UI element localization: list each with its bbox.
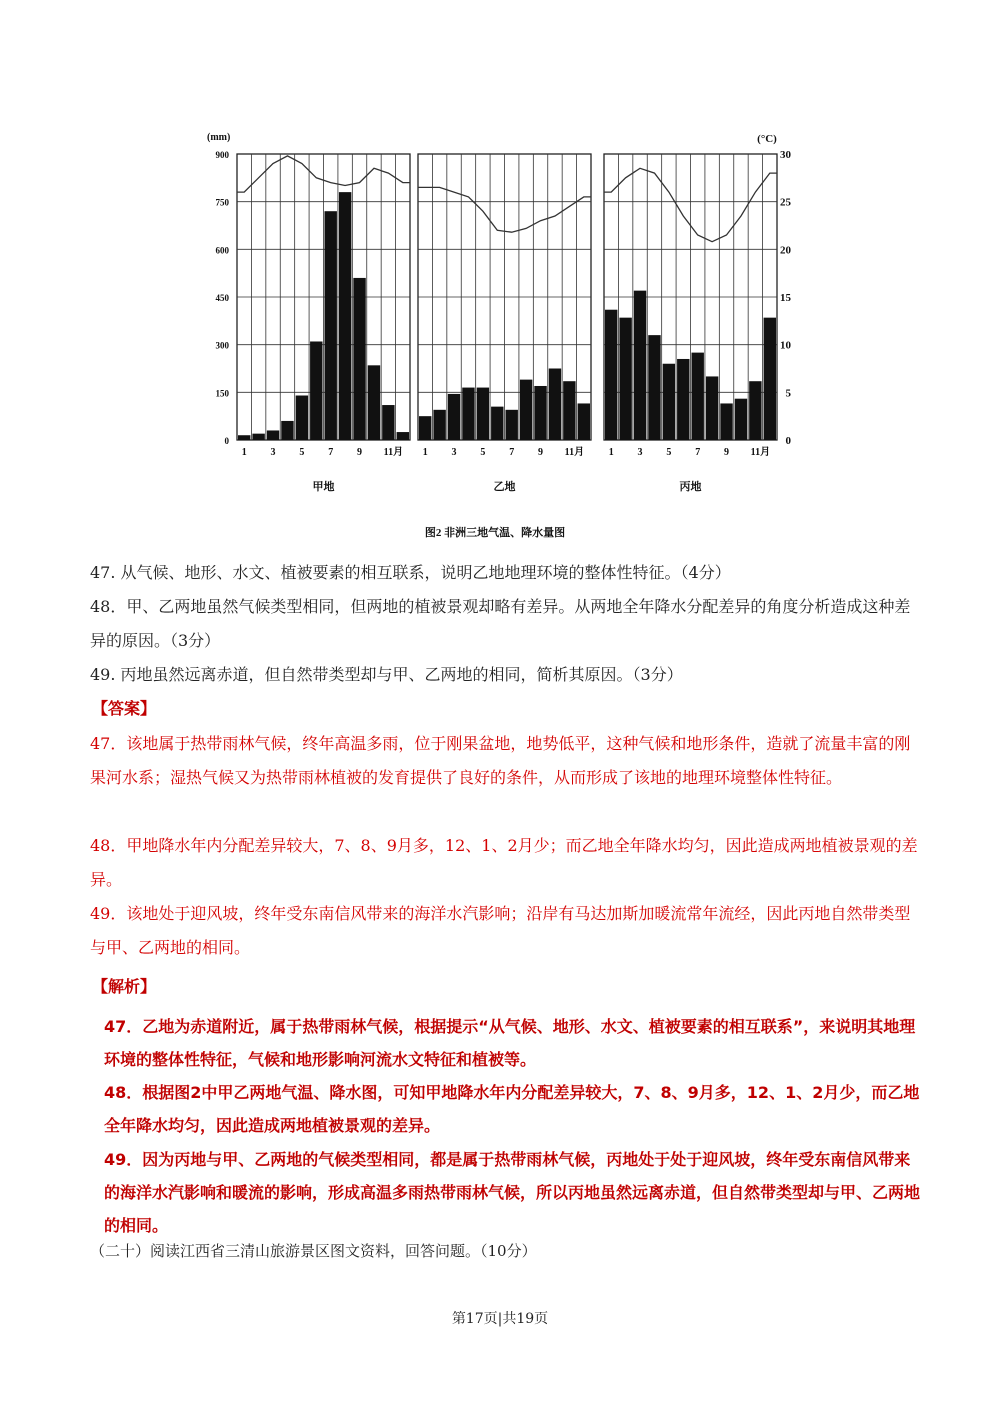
- precip-bar: [448, 394, 460, 440]
- month-tick-label: 11月: [564, 447, 585, 458]
- precip-bar: [735, 399, 747, 440]
- precip-bar: [310, 341, 322, 440]
- question-48: 48．甲、乙两地虽然气候类型相同，但两地的植被景观却略有差异。从两地全年降水分配差异的角度分析造成这种差异的原因。（3分）: [90, 597, 911, 650]
- month-tick-label: 1: [608, 447, 614, 458]
- precip-bar: [477, 388, 489, 440]
- month-tick-label: 5: [666, 447, 672, 458]
- precip-tick-label: 600: [215, 245, 229, 256]
- precip-bar: [605, 310, 617, 440]
- precip-bar: [368, 365, 380, 440]
- temp-tick-label: 15: [780, 292, 791, 304]
- temp-tick-label: 20: [780, 244, 791, 257]
- precip-bar: [506, 410, 518, 440]
- precip-bar: [397, 432, 409, 440]
- month-tick-label: 11月: [383, 447, 404, 458]
- panel-name-label: 丙地: [679, 481, 702, 493]
- precip-tick-label: 300: [215, 340, 229, 351]
- precip-bar: [634, 291, 646, 440]
- precip-bar: [619, 318, 631, 440]
- temp-tick-label: 10: [780, 339, 791, 352]
- precip-bar: [252, 434, 264, 440]
- month-tick-label: 3: [637, 447, 643, 458]
- temp-tick-label: 5: [785, 387, 791, 400]
- precip-bar: [353, 278, 365, 440]
- page-footer: 第17页|共19页: [451, 1311, 549, 1327]
- temp-unit-label: (°C): [757, 133, 777, 145]
- precip-bar: [281, 421, 293, 440]
- month-tick-label: 1: [241, 447, 247, 458]
- analysis-48: 48．根据图2中甲乙两地气温、降水图，可知甲地降水年内分配差异较大，7、8、9月多，12、1、2月少，而乙地全年降水均匀，因此造成两地植被景观的差异。: [104, 1083, 920, 1135]
- precip-bar: [534, 386, 546, 440]
- precip-tick-label: 900: [215, 150, 229, 160]
- answer-49: 49．该地处于迎风坡，终年受东南信风带来的海洋水汽影响；沿岸有马达加斯加暖流常年流经，因此丙地自然带类型与甲、乙两地的相同。: [90, 904, 911, 957]
- precip-bar: [706, 376, 718, 440]
- precip-bar: [433, 410, 445, 440]
- month-tick-label: 11月: [750, 447, 771, 458]
- answer-48: 48．甲地降水年内分配差异较大，7、8、9月多，12、1、2月少；而乙地全年降水均匀，因此造成两地植被景观的差异。: [90, 836, 918, 889]
- analysis-49: 49．因为丙地与甲、乙两地的气候类型相同，都是属于热带雨林气候，丙地处于处于迎风坡，终年受东南信风带来的海洋水汽影响和暖流的影响，形成高温多雨热带雨林气候，所以丙地虽然远离赤道，但自然带类型却与甲、乙两地的相同。: [104, 1150, 921, 1235]
- precip-unit-label: (mm): [207, 132, 231, 143]
- precip-tick-label: 750: [215, 197, 229, 208]
- precip-bar: [720, 403, 732, 440]
- precip-tick-label: 150: [215, 388, 229, 399]
- question-49: 49. 丙地虽然远离赤道，但自然带类型却与甲、乙两地的相同，简析其原因。（3分）: [90, 665, 683, 684]
- precip-bar: [677, 359, 689, 440]
- precip-bar: [520, 380, 532, 440]
- question-47: 47. 从气候、地形、水文、植被要素的相互联系，说明乙地地理环境的整体性特征。（4分）: [90, 563, 731, 582]
- panel-name-label: 甲地: [312, 481, 335, 493]
- precip-bar: [692, 353, 704, 440]
- temp-tick-label: 25: [780, 196, 791, 209]
- analysis-47: 47．乙地为赤道附近，属于热带雨林气候，根据提示“从气候、地形、水文、植被要素的相互联系”，来说明其地理环境的整体性特征，气候和地形影响河流水文特征和植被等。: [104, 1017, 916, 1069]
- precip-bar: [563, 381, 575, 440]
- precip-bar: [549, 369, 561, 441]
- answer-47: 47．该地属于热带雨林气候，终年高温多雨，位于刚果盆地，地势低平，这种气候和地形条件，造就了流量丰富的刚果河水系；湿热气候又为热带雨林植被的发育提供了良好的条件，从而形成了该地的地理环境整体性特征。: [90, 734, 911, 787]
- precip-bar: [339, 192, 351, 440]
- month-tick-label: 7: [328, 447, 334, 458]
- month-tick-label: 7: [509, 447, 515, 458]
- panel-name-label: 乙地: [493, 481, 516, 493]
- month-tick-label: 7: [695, 447, 701, 458]
- precip-bar: [663, 364, 675, 440]
- precip-bar: [325, 211, 337, 440]
- precip-bar: [491, 407, 503, 440]
- analysis-tag: 【解析】: [92, 977, 157, 996]
- precip-bar: [462, 388, 474, 440]
- precip-bar: [238, 435, 250, 440]
- month-tick-label: 5: [480, 447, 486, 458]
- month-tick-label: 3: [451, 447, 457, 458]
- month-tick-label: 5: [299, 447, 305, 458]
- precip-bar: [764, 318, 776, 440]
- precip-bar: [296, 396, 308, 440]
- precip-tick-label: 0: [224, 436, 229, 446]
- answer-tag: 【答案】: [92, 699, 157, 718]
- precip-bar: [749, 381, 761, 440]
- figure-caption: 图2 非洲三地气温、降水量图: [424, 527, 566, 539]
- month-tick-label: 9: [357, 447, 363, 458]
- month-tick-label: 3: [270, 447, 276, 458]
- section-20-intro: （二十）阅读江西省三清山旅游景区图文资料，回答问题。（10分）: [90, 1242, 537, 1260]
- precip-bar: [382, 405, 394, 440]
- month-tick-label: 9: [724, 447, 730, 458]
- precip-bar: [578, 403, 590, 440]
- precip-bar: [267, 430, 279, 440]
- month-tick-label: 9: [538, 447, 544, 458]
- month-tick-label: 1: [422, 447, 428, 458]
- temp-tick-label: 0: [785, 435, 791, 447]
- precip-bar: [419, 416, 431, 440]
- climate-chart-figure: [195, 120, 795, 545]
- precip-bar: [648, 335, 660, 440]
- precip-tick-label: 450: [215, 293, 229, 303]
- temp-tick-label: 30: [780, 149, 791, 161]
